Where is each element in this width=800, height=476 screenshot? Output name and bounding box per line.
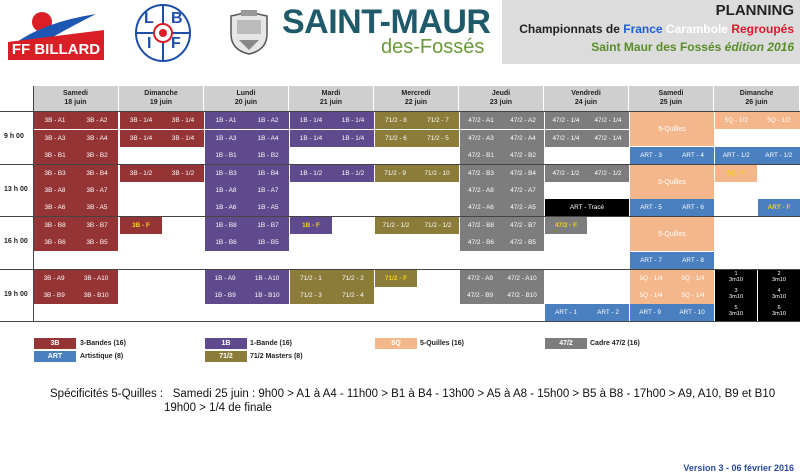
match-cell: 5Q - 1/4 5Q - 1/4 [630, 287, 714, 304]
match-cell: 71/2 - 1/2 71/2 - 1/2 [375, 217, 459, 234]
legend-swatch-712: 71/2 [205, 351, 247, 362]
black-slot: 3 3m10 [715, 287, 757, 304]
legend-label-art: Artistique (8) [80, 353, 124, 360]
edition-text: édition 2016 [724, 40, 794, 54]
match-cell: 1B - A1 1B - A2 [205, 112, 289, 129]
quilles-block: 5-Quilles [630, 165, 714, 199]
location-text: Saint Maur des Fossés [591, 40, 722, 54]
lbif-letter-l: L [144, 10, 154, 27]
championship-title [519, 22, 794, 36]
match-cell: ART - 7 ART - 8 [630, 252, 714, 269]
match-cell: 47/2 - A8 47/2 - A7 [460, 182, 544, 199]
match-cell-final: 1B - F [290, 217, 332, 234]
quilles-spec [50, 386, 775, 402]
day-header-5: Mercredi 22 juin [374, 86, 459, 111]
match-cell: 71/2 - 6 71/2 - 5 [375, 130, 459, 147]
match-cell: 3B - B9 3B - B10 [34, 287, 118, 304]
match-cell-final: 3B - F [120, 217, 162, 234]
lbif-letter-f: F [171, 35, 181, 52]
black-slot: 5 3m10 [715, 304, 757, 321]
match-cell: ART - 1 ART - 2 [545, 304, 629, 321]
match-cell: 1B - B3 1B - B4 [205, 165, 289, 182]
match-cell: 47/2 - B9 47/2 - B10 [460, 287, 544, 304]
legend-swatch-art: ART [34, 351, 76, 362]
row-separator [0, 321, 800, 322]
legend-label-472: Cadre 47/2 (16) [590, 340, 640, 347]
match-cell: 3B - B6 3B - B5 [34, 234, 118, 251]
match-cell: 1B - 1/2 1B - 1/2 [290, 165, 374, 182]
match-cell-final: 47/2 - F [545, 217, 587, 234]
match-cell: 5Q - 1/2 5Q - 1/2 [715, 112, 800, 129]
time-label-19h: 19 h 00 [4, 291, 28, 298]
match-cell: 71/2 - 3 71/2 - 4 [290, 287, 374, 304]
match-cell: 3B - A1 3B - A2 [34, 112, 118, 129]
quilles-block: 5-Quilles [630, 112, 714, 146]
match-cell: 71/2 - 8 71/2 - 7 [375, 112, 459, 129]
match-cell: ART - 9 ART - 10 [630, 304, 714, 321]
black-slot: 6 3m10 [758, 304, 800, 321]
time-label-9h: 9 h 00 [4, 133, 24, 140]
match-cell: 3B - 1/2 3B - 1/2 [120, 165, 204, 182]
match-cell: 1B - 1/4 1B - 1/4 [290, 112, 374, 129]
match-cell: 1B - B6 1B - B5 [205, 234, 289, 251]
match-cell: ART - 1/2 ART - 1/2 [715, 147, 800, 164]
legend-swatch-3b: 3B [34, 338, 76, 349]
day-header-2: Dimanche 19 juin [119, 86, 204, 111]
city-title: SAINT-MAUR [282, 3, 491, 41]
match-cell: 47/2 - 1/4 47/2 - 1/4 [545, 112, 629, 129]
city-crest-icon [227, 10, 271, 56]
match-cell: 47/2 - B3 47/2 - B4 [460, 165, 544, 182]
lbif-letter-i: I [147, 35, 152, 52]
black-slot: 2 3m10 [758, 270, 800, 287]
day-header-4: Mardi 21 juin [289, 86, 374, 111]
match-cell: 3B - 1/4 3B - 1/4 [120, 130, 204, 147]
match-cell: ART - 3 ART - 4 [630, 147, 714, 164]
legend-swatch-1b: 1B [205, 338, 247, 349]
match-cell: 1B - A8 1B - A7 [205, 182, 289, 199]
champ-part-carambole: Carambole [665, 22, 728, 36]
match-cell: 3B - 1/4 3B - 1/4 [120, 112, 204, 129]
match-cell: 1B - A3 1B - A4 [205, 130, 289, 147]
match-cell: 1B - 1/4 1B - 1/4 [290, 130, 374, 147]
match-cell: 3B - A9 3B - A10 [34, 270, 118, 287]
champ-part-1: Championnats de [519, 22, 624, 36]
match-cell: 1B - B9 1B - B10 [205, 287, 289, 304]
spec-line-2: 19h00 > 1/4 de finale [164, 402, 272, 414]
match-cell: 47/2 - A3 47/2 - A4 [460, 130, 544, 147]
day-header-3: Lundi 20 juin [204, 86, 289, 111]
location-edition [591, 40, 794, 54]
match-cell-final: 71/2 - F [375, 270, 417, 287]
version-label: Version 3 - 06 février 2016 [683, 463, 794, 473]
planning-title: PLANNING [715, 2, 794, 19]
match-cell: 3B - A8 3B - A7 [34, 182, 118, 199]
champ-part-regroupes: Regroupés [731, 22, 794, 36]
match-cell: 3B - A6 3B - A5 [34, 199, 118, 216]
planning-header [502, 0, 800, 64]
match-cell: 5Q - 1/4 5Q - 1/4 [630, 270, 714, 287]
match-cell: 71/2 - 1 71/2 - 2 [290, 270, 374, 287]
match-cell-final: ART - F [758, 199, 800, 216]
match-cell: 3B - B1 3B - B2 [34, 147, 118, 164]
match-cell: 47/2 - 1/4 47/2 - 1/4 [545, 130, 629, 147]
match-cell: 1B - B1 1B - B2 [205, 147, 289, 164]
match-cell: 1B - A6 1B - A5 [205, 199, 289, 216]
match-cell: ART - 5 ART - 6 [630, 199, 714, 216]
spec-line-1: Samedi 25 juin : 9h00 > A1 à A4 - 11h00 > B1 à B4 - 13h00 > A5 à A8 - 15h00 > B5 à B8 - 17h00 > A9, A10, B9 et B10 [172, 388, 776, 400]
legend-label-3b: 3-Bandes (16) [80, 340, 126, 347]
match-cell: 47/2 - B1 47/2 - B2 [460, 147, 544, 164]
match-cell: 47/2 - A1 47/2 - A2 [460, 112, 544, 129]
day-header-8: Samedi 25 juin [629, 86, 714, 111]
black-slot: 4 3m10 [758, 287, 800, 304]
legend-swatch-472: 47/2 [545, 338, 587, 349]
match-cell: 3B - B3 3B - B4 [34, 165, 118, 182]
legend-label-1b: 1-Bande (16) [250, 340, 293, 347]
match-cell: 47/2 - B8 47/2 - B7 [460, 217, 544, 234]
time-label-13h: 13 h 00 [4, 186, 28, 193]
match-cell: 47/2 - 1/2 47/2 - 1/2 [545, 165, 629, 182]
champ-part-france: France [623, 22, 663, 36]
match-cell: 3B - A3 3B - A4 [34, 130, 118, 147]
day-header-9: Dimanche 26 juin [714, 86, 800, 111]
black-slot: 1 3m10 [715, 270, 757, 287]
day-header-6: Jeudi 23 juin [459, 86, 544, 111]
lbif-logo [135, 4, 191, 62]
legend-label-5q: 5-Quilles (16) [420, 340, 464, 347]
ff-billard-logo [4, 4, 108, 62]
quilles-block: 5-Quilles [630, 217, 714, 251]
match-cell: 3B - B8 3B - B7 [34, 217, 118, 234]
legend-label-712: 71/2 Masters (8) [250, 353, 303, 360]
time-label-16h: 16 h 00 [4, 238, 28, 245]
art-trace-cell: ART - Tracé [545, 199, 629, 216]
lbif-letter-b: B [171, 10, 183, 27]
spec-label: Spécificités 5-Quilles : [50, 388, 164, 400]
match-cell: 47/2 - B6 47/2 - B5 [460, 234, 544, 251]
day-header-7: Vendredi 24 juin [544, 86, 629, 111]
match-cell: 47/2 - A6 47/2 - A5 [460, 199, 544, 216]
day-header-1: Samedi 18 juin [33, 86, 119, 111]
legend-swatch-5q: 5Q [375, 338, 417, 349]
city-subtitle: des-Fossés [381, 36, 485, 58]
match-cell: 1B - B8 1B - B7 [205, 217, 289, 234]
match-cell: 1B - A9 1B - A10 [205, 270, 289, 287]
ff-billard-text: FF BILLARD [11, 41, 101, 58]
match-cell: 47/2 - A9 47/2 - A10 [460, 270, 544, 287]
match-cell: 71/2 - 9 71/2 - 10 [375, 165, 459, 182]
match-cell-final: 5Q - F [715, 165, 757, 182]
